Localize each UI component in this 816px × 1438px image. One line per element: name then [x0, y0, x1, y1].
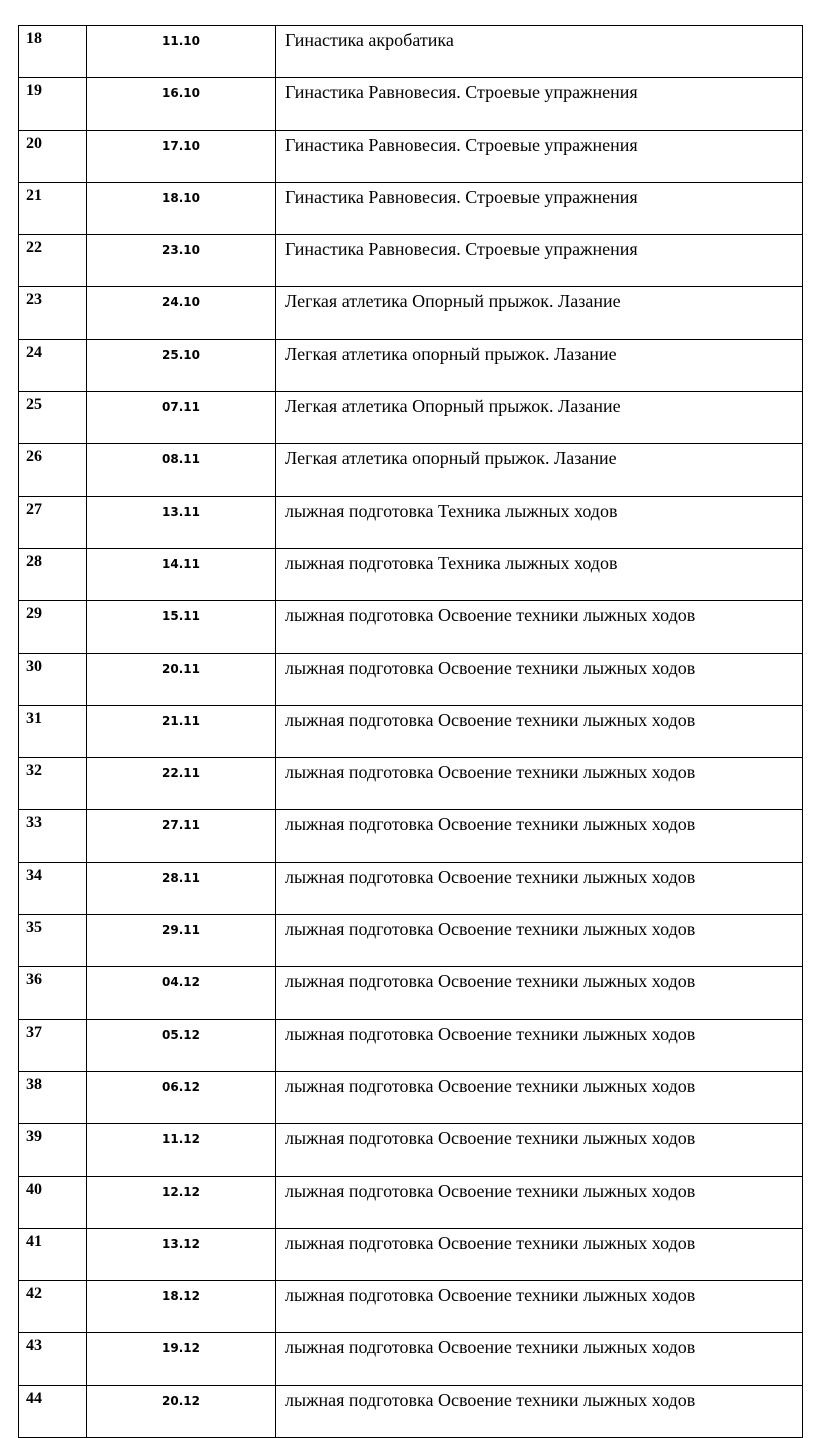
lesson-number: 22: [19, 235, 87, 287]
table-row: [19, 444, 803, 496]
table-row: [19, 1071, 803, 1123]
lesson-number: 43: [19, 1333, 87, 1385]
lesson-topic: лыжная подготовка Техника лыжных ходов: [276, 548, 803, 600]
lesson-topic: лыжная подготовка Освоение техники лыжных ходов: [276, 705, 803, 757]
lesson-date: 19.12: [87, 1333, 276, 1385]
table-row: [19, 862, 803, 914]
lesson-topic: Легкая атлетика Опорный прыжок. Лазание: [276, 392, 803, 444]
lesson-number: 44: [19, 1385, 87, 1437]
lesson-topic: Гинастика Равновесия. Строевые упражнения: [276, 182, 803, 234]
lesson-date: 04.12: [87, 967, 276, 1019]
lesson-date: 14.11: [87, 548, 276, 600]
table-row: [19, 548, 803, 600]
lesson-date: 25.10: [87, 339, 276, 391]
lesson-topic: лыжная подготовка Освоение техники лыжных ходов: [276, 862, 803, 914]
lesson-number: 30: [19, 653, 87, 705]
lesson-date: 12.12: [87, 1176, 276, 1228]
table-row: [19, 78, 803, 130]
table-row: [19, 1228, 803, 1280]
lesson-number: 41: [19, 1228, 87, 1280]
lesson-date: 06.12: [87, 1071, 276, 1123]
table-row: [19, 1019, 803, 1071]
lesson-rows: [19, 26, 803, 1438]
lesson-topic: лыжная подготовка Освоение техники лыжных ходов: [276, 810, 803, 862]
table-row: [19, 653, 803, 705]
lesson-date: 07.11: [87, 392, 276, 444]
lesson-topic: лыжная подготовка Техника лыжных ходов: [276, 496, 803, 548]
lesson-topic: Гинастика Равновесия. Строевые упражнения: [276, 235, 803, 287]
lesson-date: 16.10: [87, 78, 276, 130]
lesson-date: 18.12: [87, 1281, 276, 1333]
lesson-date: 17.10: [87, 130, 276, 182]
table-row: [19, 810, 803, 862]
lesson-number: 38: [19, 1071, 87, 1123]
lesson-date: 11.12: [87, 1124, 276, 1176]
lesson-number: 23: [19, 287, 87, 339]
lesson-topic: лыжная подготовка Освоение техники лыжных ходов: [276, 1228, 803, 1280]
table-row: [19, 26, 803, 78]
lesson-plan-sheet: [18, 25, 802, 1438]
lesson-date: 13.11: [87, 496, 276, 548]
lesson-date: 20.11: [87, 653, 276, 705]
lesson-date: 05.12: [87, 1019, 276, 1071]
table-row: [19, 392, 803, 444]
lesson-number: 29: [19, 601, 87, 653]
lesson-number: 27: [19, 496, 87, 548]
table-row: [19, 235, 803, 287]
lesson-date: 29.11: [87, 915, 276, 967]
table-row: [19, 1176, 803, 1228]
lesson-number: 34: [19, 862, 87, 914]
table-row: [19, 705, 803, 757]
table-row: [19, 496, 803, 548]
lesson-date: 24.10: [87, 287, 276, 339]
table-row: [19, 915, 803, 967]
lesson-date: 15.11: [87, 601, 276, 653]
table-row: [19, 287, 803, 339]
lesson-topic: лыжная подготовка Освоение техники лыжных ходов: [276, 915, 803, 967]
lesson-number: 18: [19, 26, 87, 78]
table-row: [19, 130, 803, 182]
lesson-number: 37: [19, 1019, 87, 1071]
lesson-date: 20.12: [87, 1385, 276, 1437]
lesson-topic: лыжная подготовка Освоение техники лыжных ходов: [276, 653, 803, 705]
lesson-date: 13.12: [87, 1228, 276, 1280]
lesson-topic: Легкая атлетика опорный прыжок. Лазание: [276, 444, 803, 496]
lesson-topic: лыжная подготовка Освоение техники лыжных ходов: [276, 1281, 803, 1333]
lesson-topic: лыжная подготовка Освоение техники лыжных ходов: [276, 1124, 803, 1176]
lesson-topic: лыжная подготовка Освоение техники лыжных ходов: [276, 967, 803, 1019]
lesson-number: 33: [19, 810, 87, 862]
lesson-number: 39: [19, 1124, 87, 1176]
lesson-topic: лыжная подготовка Освоение техники лыжных ходов: [276, 758, 803, 810]
table-row: [19, 758, 803, 810]
table-row: [19, 339, 803, 391]
lesson-number: 19: [19, 78, 87, 130]
lesson-date: 28.11: [87, 862, 276, 914]
lesson-topic: лыжная подготовка Освоение техники лыжных ходов: [276, 1176, 803, 1228]
table-row: [19, 1124, 803, 1176]
table-row: [19, 1385, 803, 1437]
lesson-number: 21: [19, 182, 87, 234]
lesson-number: 32: [19, 758, 87, 810]
lesson-schedule-table: [18, 25, 803, 1438]
lesson-number: 40: [19, 1176, 87, 1228]
lesson-number: 36: [19, 967, 87, 1019]
lesson-topic: Гинастика Равновесия. Строевые упражнения: [276, 78, 803, 130]
lesson-date: 21.11: [87, 705, 276, 757]
lesson-topic: Гинастика акробатика: [276, 26, 803, 78]
table-row: [19, 601, 803, 653]
lesson-number: 28: [19, 548, 87, 600]
lesson-number: 25: [19, 392, 87, 444]
lesson-date: 22.11: [87, 758, 276, 810]
lesson-number: 31: [19, 705, 87, 757]
lesson-topic: лыжная подготовка Освоение техники лыжных ходов: [276, 1071, 803, 1123]
lesson-date: 23.10: [87, 235, 276, 287]
lesson-topic: Легкая атлетика опорный прыжок. Лазание: [276, 339, 803, 391]
lesson-topic: лыжная подготовка Освоение техники лыжных ходов: [276, 1385, 803, 1437]
lesson-number: 20: [19, 130, 87, 182]
lesson-number: 26: [19, 444, 87, 496]
lesson-topic: Гинастика Равновесия. Строевые упражнения: [276, 130, 803, 182]
lesson-number: 35: [19, 915, 87, 967]
lesson-topic: Легкая атлетика Опорный прыжок. Лазание: [276, 287, 803, 339]
lesson-number: 42: [19, 1281, 87, 1333]
lesson-number: 24: [19, 339, 87, 391]
table-row: [19, 967, 803, 1019]
lesson-date: 18.10: [87, 182, 276, 234]
lesson-date: 27.11: [87, 810, 276, 862]
lesson-date: 08.11: [87, 444, 276, 496]
lesson-date: 11.10: [87, 26, 276, 78]
table-row: [19, 182, 803, 234]
lesson-topic: лыжная подготовка Освоение техники лыжных ходов: [276, 601, 803, 653]
table-row: [19, 1333, 803, 1385]
lesson-topic: лыжная подготовка Освоение техники лыжных ходов: [276, 1333, 803, 1385]
table-row: [19, 1281, 803, 1333]
lesson-topic: лыжная подготовка Освоение техники лыжных ходов: [276, 1019, 803, 1071]
